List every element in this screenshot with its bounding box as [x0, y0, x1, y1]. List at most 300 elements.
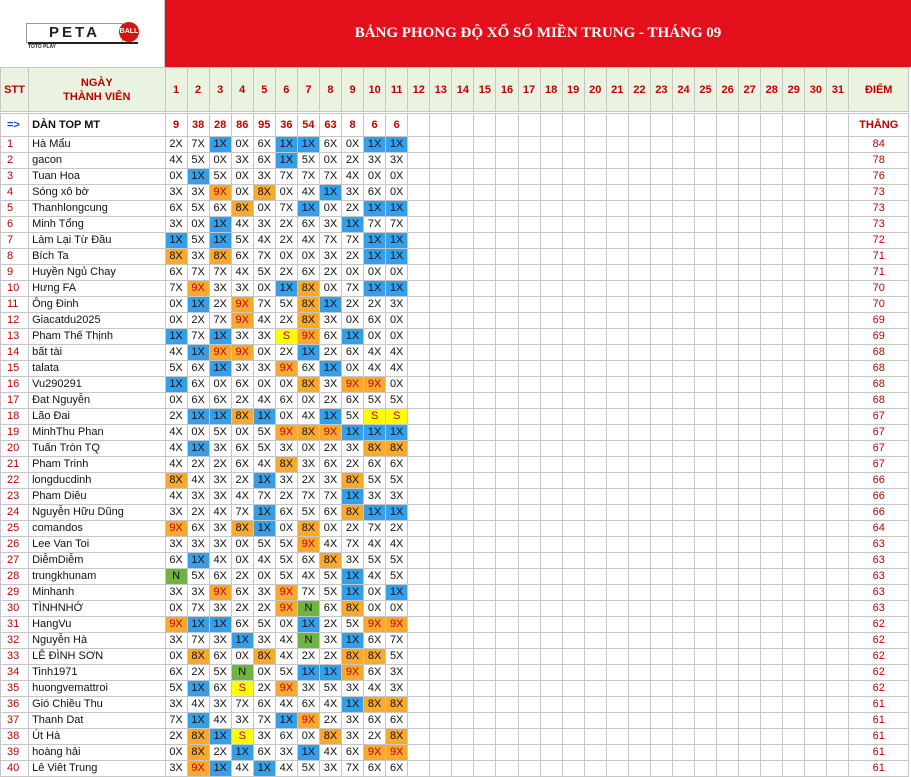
day-cell[interactable]: 7X: [209, 265, 231, 281]
day-cell[interactable]: [695, 169, 717, 185]
day-cell[interactable]: [430, 377, 452, 393]
day-cell[interactable]: [628, 441, 650, 457]
day-cell[interactable]: 1X: [297, 745, 319, 761]
day-cell[interactable]: [496, 185, 518, 201]
day-cell[interactable]: [717, 345, 739, 361]
day-cell[interactable]: [628, 473, 650, 489]
day-cell[interactable]: [584, 489, 606, 505]
day-cell[interactable]: 4X: [231, 489, 253, 505]
day-cell[interactable]: 6X: [364, 713, 386, 729]
day-cell[interactable]: [606, 697, 628, 713]
day-cell[interactable]: 0X: [386, 601, 408, 617]
day-cell[interactable]: [518, 361, 540, 377]
day-cell[interactable]: 8X: [319, 729, 341, 745]
day-cell[interactable]: [672, 761, 694, 777]
day-cell[interactable]: [717, 425, 739, 441]
day-cell[interactable]: [474, 137, 496, 153]
day-cell[interactable]: [761, 265, 783, 281]
day-cell[interactable]: [805, 169, 827, 185]
day-cell[interactable]: 0X: [386, 329, 408, 345]
day-cell[interactable]: [827, 713, 849, 729]
day-cell[interactable]: [518, 441, 540, 457]
day-cell[interactable]: [672, 521, 694, 537]
day-cell[interactable]: 1X: [297, 201, 319, 217]
row-member-name[interactable]: Hưng FA: [29, 281, 165, 297]
day-cell[interactable]: [717, 265, 739, 281]
day-cell[interactable]: 7X: [297, 489, 319, 505]
day-cell[interactable]: [650, 761, 672, 777]
day-cell[interactable]: [430, 681, 452, 697]
day-cell[interactable]: 4X: [187, 473, 209, 489]
day-cell[interactable]: 1X: [319, 185, 341, 201]
day-cell[interactable]: 1X: [386, 505, 408, 521]
day-cell[interactable]: [562, 761, 584, 777]
day-cell[interactable]: [783, 569, 805, 585]
top-row-value[interactable]: [695, 114, 717, 137]
day-cell[interactable]: [827, 425, 849, 441]
day-cell[interactable]: [672, 697, 694, 713]
row-member-name[interactable]: Minhanh: [29, 585, 165, 601]
day-cell[interactable]: [805, 393, 827, 409]
day-cell[interactable]: [562, 249, 584, 265]
day-cell[interactable]: 9X: [386, 617, 408, 633]
day-cell[interactable]: [783, 633, 805, 649]
day-cell[interactable]: [695, 521, 717, 537]
day-cell[interactable]: [562, 649, 584, 665]
day-cell[interactable]: [783, 745, 805, 761]
day-cell[interactable]: [496, 137, 518, 153]
day-cell[interactable]: 6X: [297, 697, 319, 713]
day-cell[interactable]: 1X: [253, 521, 275, 537]
day-cell[interactable]: [584, 617, 606, 633]
day-cell[interactable]: 0X: [275, 377, 297, 393]
day-cell[interactable]: 9X: [364, 377, 386, 393]
day-cell[interactable]: [628, 361, 650, 377]
day-cell[interactable]: 6X: [275, 729, 297, 745]
day-cell[interactable]: [761, 329, 783, 345]
day-cell[interactable]: 0X: [275, 521, 297, 537]
day-cell[interactable]: [584, 281, 606, 297]
day-cell[interactable]: 0X: [165, 169, 187, 185]
day-cell[interactable]: [628, 425, 650, 441]
day-cell[interactable]: [827, 665, 849, 681]
day-cell[interactable]: [739, 713, 761, 729]
day-cell[interactable]: 0X: [253, 201, 275, 217]
day-cell[interactable]: [496, 713, 518, 729]
day-cell[interactable]: [584, 169, 606, 185]
day-cell[interactable]: [761, 633, 783, 649]
day-cell[interactable]: 1X: [187, 345, 209, 361]
day-cell[interactable]: 3X: [209, 441, 231, 457]
day-cell[interactable]: [672, 329, 694, 345]
day-cell[interactable]: [739, 489, 761, 505]
row-member-name[interactable]: hoàng hải: [29, 745, 165, 761]
day-cell[interactable]: [496, 665, 518, 681]
day-cell[interactable]: [739, 761, 761, 777]
day-cell[interactable]: 4X: [386, 537, 408, 553]
day-cell[interactable]: 3X: [231, 281, 253, 297]
day-cell[interactable]: 1X: [165, 377, 187, 393]
day-cell[interactable]: [518, 345, 540, 361]
day-cell[interactable]: [783, 185, 805, 201]
day-cell[interactable]: 2X: [165, 137, 187, 153]
day-cell[interactable]: 9X: [231, 313, 253, 329]
day-cell[interactable]: [650, 329, 672, 345]
day-cell[interactable]: 6X: [165, 265, 187, 281]
day-cell[interactable]: [606, 297, 628, 313]
day-cell[interactable]: 0X: [231, 169, 253, 185]
day-cell[interactable]: [518, 537, 540, 553]
day-cell[interactable]: [562, 345, 584, 361]
day-cell[interactable]: [650, 457, 672, 473]
day-cell[interactable]: 2X: [231, 473, 253, 489]
day-cell[interactable]: 3X: [275, 473, 297, 489]
day-cell[interactable]: 5X: [165, 361, 187, 377]
day-cell[interactable]: [827, 457, 849, 473]
row-member-name[interactable]: LÊ ĐÌNH SƠN: [29, 649, 165, 665]
day-cell[interactable]: [452, 265, 474, 281]
day-cell[interactable]: [452, 249, 474, 265]
day-cell[interactable]: 2X: [342, 521, 364, 537]
day-cell[interactable]: [739, 601, 761, 617]
day-cell[interactable]: 7X: [342, 761, 364, 777]
day-cell[interactable]: 1X: [187, 297, 209, 313]
day-cell[interactable]: [672, 345, 694, 361]
day-cell[interactable]: 1X: [342, 425, 364, 441]
day-cell[interactable]: [695, 201, 717, 217]
day-cell[interactable]: 2X: [209, 457, 231, 473]
day-cell[interactable]: 3X: [209, 697, 231, 713]
day-cell[interactable]: [452, 665, 474, 681]
day-cell[interactable]: 5X: [253, 441, 275, 457]
day-cell[interactable]: [584, 601, 606, 617]
day-cell[interactable]: 3X: [253, 585, 275, 601]
day-cell[interactable]: [474, 281, 496, 297]
day-cell[interactable]: 4X: [275, 697, 297, 713]
day-cell[interactable]: 1X: [165, 233, 187, 249]
day-cell[interactable]: [474, 265, 496, 281]
day-cell[interactable]: 7X: [297, 585, 319, 601]
day-cell[interactable]: 2X: [386, 521, 408, 537]
day-cell[interactable]: 8X: [386, 697, 408, 713]
day-cell[interactable]: [496, 585, 518, 601]
top-row-value[interactable]: [452, 114, 474, 137]
day-cell[interactable]: 3X: [165, 505, 187, 521]
day-cell[interactable]: 0X: [275, 185, 297, 201]
row-member-name[interactable]: Tuấn Tròn TQ: [29, 441, 165, 457]
day-cell[interactable]: 7X: [386, 633, 408, 649]
day-cell[interactable]: 5X: [319, 585, 341, 601]
day-cell[interactable]: [452, 633, 474, 649]
day-cell[interactable]: [518, 505, 540, 521]
day-cell[interactable]: 8X: [342, 473, 364, 489]
day-cell[interactable]: [761, 585, 783, 601]
day-cell[interactable]: [496, 265, 518, 281]
day-cell[interactable]: 1X: [319, 665, 341, 681]
day-cell[interactable]: [452, 137, 474, 153]
day-cell[interactable]: 3X: [364, 153, 386, 169]
day-cell[interactable]: [606, 233, 628, 249]
day-cell[interactable]: 9X: [364, 745, 386, 761]
day-cell[interactable]: [562, 201, 584, 217]
day-cell[interactable]: 5X: [386, 649, 408, 665]
day-cell[interactable]: [584, 137, 606, 153]
day-cell[interactable]: 9X: [342, 377, 364, 393]
day-cell[interactable]: 2X: [319, 265, 341, 281]
day-cell[interactable]: [628, 137, 650, 153]
day-cell[interactable]: [474, 297, 496, 313]
day-cell[interactable]: [695, 585, 717, 601]
day-cell[interactable]: [540, 553, 562, 569]
day-cell[interactable]: [584, 345, 606, 361]
day-cell[interactable]: [717, 713, 739, 729]
day-cell[interactable]: [761, 745, 783, 761]
day-cell[interactable]: [496, 329, 518, 345]
day-cell[interactable]: 8X: [364, 697, 386, 713]
day-cell[interactable]: [408, 169, 430, 185]
day-cell[interactable]: [430, 313, 452, 329]
day-cell[interactable]: 6X: [231, 457, 253, 473]
day-cell[interactable]: [496, 201, 518, 217]
day-cell[interactable]: [606, 153, 628, 169]
day-cell[interactable]: 6X: [364, 633, 386, 649]
day-cell[interactable]: [695, 345, 717, 361]
day-cell[interactable]: [672, 409, 694, 425]
day-cell[interactable]: [496, 649, 518, 665]
day-cell[interactable]: 1X: [364, 505, 386, 521]
day-cell[interactable]: 0X: [386, 265, 408, 281]
day-cell[interactable]: [650, 697, 672, 713]
day-cell[interactable]: 1X: [386, 137, 408, 153]
day-cell[interactable]: [628, 265, 650, 281]
day-cell[interactable]: [540, 585, 562, 601]
day-cell[interactable]: [430, 713, 452, 729]
day-cell[interactable]: 1X: [187, 617, 209, 633]
day-cell[interactable]: 5X: [386, 569, 408, 585]
day-cell[interactable]: 2X: [187, 665, 209, 681]
day-cell[interactable]: [584, 553, 606, 569]
day-cell[interactable]: 3X: [165, 217, 187, 233]
row-member-name[interactable]: Pham Diêu: [29, 489, 165, 505]
day-cell[interactable]: [717, 441, 739, 457]
day-cell[interactable]: [628, 457, 650, 473]
day-cell[interactable]: [562, 553, 584, 569]
day-cell[interactable]: 1X: [165, 329, 187, 345]
day-cell[interactable]: [540, 633, 562, 649]
day-cell[interactable]: [805, 569, 827, 585]
day-cell[interactable]: [695, 665, 717, 681]
row-member-name[interactable]: Làm Lại Từ Đầu: [29, 233, 165, 249]
row-member-name[interactable]: bất tài: [29, 345, 165, 361]
day-cell[interactable]: 9X: [275, 425, 297, 441]
day-cell[interactable]: [695, 457, 717, 473]
day-cell[interactable]: 3X: [342, 713, 364, 729]
day-cell[interactable]: 3X: [165, 537, 187, 553]
day-cell[interactable]: [518, 217, 540, 233]
day-cell[interactable]: [606, 265, 628, 281]
day-cell[interactable]: 1X: [253, 761, 275, 777]
day-cell[interactable]: [739, 457, 761, 473]
day-cell[interactable]: [695, 441, 717, 457]
day-cell[interactable]: [827, 361, 849, 377]
day-cell[interactable]: 1X: [364, 137, 386, 153]
day-cell[interactable]: 3X: [231, 361, 253, 377]
day-cell[interactable]: [606, 313, 628, 329]
day-cell[interactable]: [717, 201, 739, 217]
day-cell[interactable]: 2X: [187, 313, 209, 329]
day-cell[interactable]: [827, 505, 849, 521]
day-cell[interactable]: [805, 649, 827, 665]
day-cell[interactable]: [496, 505, 518, 521]
day-cell[interactable]: [452, 473, 474, 489]
day-cell[interactable]: 0X: [231, 553, 253, 569]
day-cell[interactable]: [408, 569, 430, 585]
day-cell[interactable]: [540, 457, 562, 473]
day-cell[interactable]: S: [231, 681, 253, 697]
day-cell[interactable]: [452, 521, 474, 537]
day-cell[interactable]: 4X: [297, 233, 319, 249]
day-cell[interactable]: [562, 489, 584, 505]
day-cell[interactable]: 3X: [209, 537, 231, 553]
day-cell[interactable]: 8X: [342, 505, 364, 521]
day-cell[interactable]: [496, 457, 518, 473]
day-cell[interactable]: [695, 729, 717, 745]
day-cell[interactable]: 1X: [297, 137, 319, 153]
day-cell[interactable]: [430, 745, 452, 761]
day-cell[interactable]: 7X: [319, 489, 341, 505]
day-cell[interactable]: 6X: [209, 201, 231, 217]
day-cell[interactable]: [408, 585, 430, 601]
day-cell[interactable]: [430, 297, 452, 313]
day-cell[interactable]: 6X: [364, 665, 386, 681]
day-cell[interactable]: [584, 185, 606, 201]
day-cell[interactable]: 6X: [319, 329, 341, 345]
day-cell[interactable]: 1X: [275, 153, 297, 169]
day-cell[interactable]: [606, 681, 628, 697]
day-cell[interactable]: [606, 729, 628, 745]
day-cell[interactable]: [518, 649, 540, 665]
day-cell[interactable]: [805, 345, 827, 361]
day-cell[interactable]: [474, 329, 496, 345]
day-cell[interactable]: 3X: [342, 185, 364, 201]
day-cell[interactable]: [628, 617, 650, 633]
day-cell[interactable]: [783, 697, 805, 713]
day-cell[interactable]: [474, 345, 496, 361]
day-cell[interactable]: [672, 249, 694, 265]
day-cell[interactable]: 0X: [386, 185, 408, 201]
day-cell[interactable]: [606, 409, 628, 425]
day-cell[interactable]: [562, 585, 584, 601]
top-row-value[interactable]: [430, 114, 452, 137]
day-cell[interactable]: 5X: [364, 553, 386, 569]
day-cell[interactable]: [761, 313, 783, 329]
day-cell[interactable]: [518, 393, 540, 409]
day-cell[interactable]: [827, 345, 849, 361]
day-cell[interactable]: [430, 489, 452, 505]
day-cell[interactable]: [650, 489, 672, 505]
day-cell[interactable]: [562, 505, 584, 521]
day-cell[interactable]: 3X: [319, 473, 341, 489]
day-cell[interactable]: 0X: [342, 361, 364, 377]
top-row-value[interactable]: [408, 114, 430, 137]
day-cell[interactable]: 6X: [364, 761, 386, 777]
day-cell[interactable]: 2X: [231, 601, 253, 617]
day-cell[interactable]: [408, 761, 430, 777]
day-cell[interactable]: [805, 729, 827, 745]
row-member-name[interactable]: TÌNHNHỚ: [29, 601, 165, 617]
day-cell[interactable]: [650, 713, 672, 729]
day-cell[interactable]: [540, 217, 562, 233]
day-cell[interactable]: [739, 345, 761, 361]
day-cell[interactable]: [606, 521, 628, 537]
day-cell[interactable]: [474, 489, 496, 505]
day-cell[interactable]: [430, 185, 452, 201]
top-row-value[interactable]: [562, 114, 584, 137]
day-cell[interactable]: [783, 505, 805, 521]
day-cell[interactable]: [672, 713, 694, 729]
day-cell[interactable]: 3X: [253, 361, 275, 377]
day-cell[interactable]: 7X: [319, 233, 341, 249]
day-cell[interactable]: 7X: [275, 169, 297, 185]
day-cell[interactable]: 5X: [297, 153, 319, 169]
day-cell[interactable]: 2X: [297, 649, 319, 665]
day-cell[interactable]: 4X: [253, 457, 275, 473]
day-cell[interactable]: [496, 425, 518, 441]
day-cell[interactable]: [827, 537, 849, 553]
day-cell[interactable]: 3X: [364, 489, 386, 505]
day-cell[interactable]: [650, 153, 672, 169]
day-cell[interactable]: 4X: [165, 345, 187, 361]
day-cell[interactable]: [408, 361, 430, 377]
day-cell[interactable]: [408, 633, 430, 649]
day-cell[interactable]: [430, 329, 452, 345]
day-cell[interactable]: [584, 409, 606, 425]
top-row-value[interactable]: [540, 114, 562, 137]
day-cell[interactable]: [717, 185, 739, 201]
day-cell[interactable]: [717, 585, 739, 601]
day-cell[interactable]: [827, 329, 849, 345]
day-cell[interactable]: 6X: [319, 137, 341, 153]
day-cell[interactable]: [518, 425, 540, 441]
day-cell[interactable]: [717, 457, 739, 473]
day-cell[interactable]: 2X: [342, 457, 364, 473]
day-cell[interactable]: [452, 217, 474, 233]
day-cell[interactable]: [672, 297, 694, 313]
day-cell[interactable]: [717, 505, 739, 521]
day-cell[interactable]: 8X: [297, 377, 319, 393]
day-cell[interactable]: [761, 249, 783, 265]
day-cell[interactable]: [540, 329, 562, 345]
day-cell[interactable]: 8X: [364, 441, 386, 457]
day-cell[interactable]: 8X: [297, 425, 319, 441]
day-cell[interactable]: [805, 761, 827, 777]
day-cell[interactable]: [430, 233, 452, 249]
day-cell[interactable]: [783, 585, 805, 601]
day-cell[interactable]: 5X: [253, 265, 275, 281]
day-cell[interactable]: 3X: [275, 745, 297, 761]
day-cell[interactable]: S: [386, 409, 408, 425]
day-cell[interactable]: [805, 217, 827, 233]
day-cell[interactable]: [650, 681, 672, 697]
day-cell[interactable]: 4X: [364, 361, 386, 377]
day-cell[interactable]: [827, 169, 849, 185]
day-cell[interactable]: [805, 425, 827, 441]
day-cell[interactable]: [717, 281, 739, 297]
day-cell[interactable]: 1X: [209, 761, 231, 777]
day-cell[interactable]: 1X: [386, 425, 408, 441]
day-cell[interactable]: [430, 217, 452, 233]
day-cell[interactable]: 0X: [386, 313, 408, 329]
